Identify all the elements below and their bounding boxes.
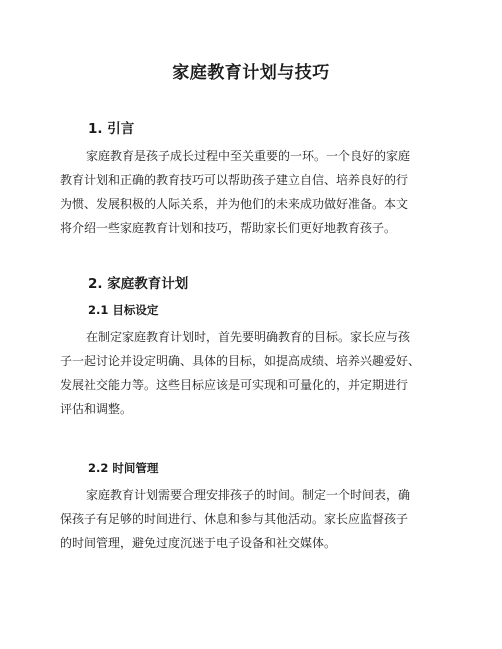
goal-setting-paragraph bbox=[60, 325, 460, 421]
paragraph-line: 家庭教育计划需要合理安排孩子的时间。制定一个时间表，确 bbox=[86, 488, 411, 502]
document-title: 家庭教育计划与技巧 bbox=[172, 63, 330, 83]
paragraph-line: 将介绍一些家庭教育计划和技巧，帮助家长们更好地教育孩子。 bbox=[60, 221, 397, 235]
paragraph-line: 发展社交能力等。这些目标应该是可实现和可量化的，并定期进行 bbox=[60, 378, 409, 392]
paragraph-line: 评估和调整。 bbox=[60, 402, 133, 416]
paragraph-line: 为惯、发展积极的人际关系，并为他们的未来成功做好准备。本文 bbox=[60, 197, 409, 211]
paragraph-line: 在制定家庭教育计划时，首先要明确教育的目标。家长应与孩 bbox=[86, 330, 411, 344]
time-management-paragraph bbox=[60, 483, 460, 555]
paragraph-line: 子一起讨论并设定明确、具体的目标，如提高成绩、培养兴趣爱好、 bbox=[60, 354, 421, 368]
section-heading-introduction: 1. 引言 bbox=[88, 121, 135, 137]
introduction-paragraph bbox=[60, 144, 460, 240]
subsection-heading-goal-setting: 2.1 目标设定 bbox=[88, 303, 159, 317]
section-heading-family-education-plan: 2. 家庭教育计划 bbox=[88, 276, 189, 292]
paragraph-line: 家庭教育是孩子成长过程中至关重要的一环。一个良好的家庭 bbox=[86, 149, 411, 163]
paragraph-line: 教育计划和正确的教育技巧可以帮助孩子建立自信、培养良好的行 bbox=[60, 173, 409, 187]
paragraph-line: 的时间管理，避免过度沉迷于电子设备和社交媒体。 bbox=[60, 536, 337, 550]
subsection-heading-time-management: 2.2 时间管理 bbox=[88, 461, 159, 475]
paragraph-line: 保孩子有足够的时间进行、休息和参与其他活动。家长应监督孩子 bbox=[60, 512, 409, 526]
